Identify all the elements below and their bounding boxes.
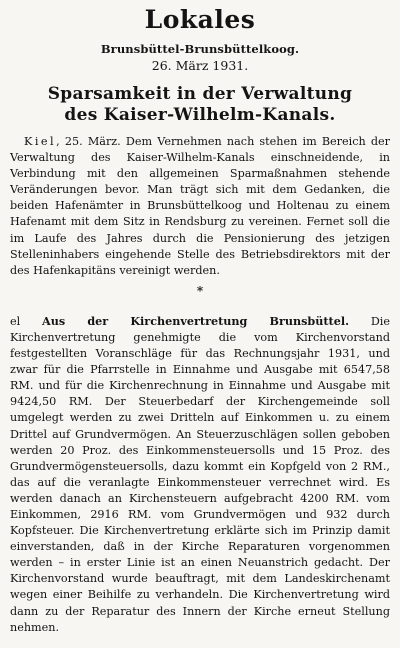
article-dateline-date: , 25. März. <box>56 135 121 148</box>
second-article-initial: el <box>10 314 21 328</box>
headline-line-2: des Kaiser-Wilhelm-Kanals. <box>64 105 336 125</box>
article-dateline-city: Kiel <box>24 135 57 148</box>
section-title: Lokales <box>144 5 256 34</box>
article-separator: * <box>196 283 204 298</box>
dateline-date: 26. März 1931. <box>151 58 249 73</box>
article-headline <box>10 84 390 126</box>
article-body-text: Dem Vernehmen nach stehen im Bereich der Verwaltung des Kaiser-Wilhelm-Kanals einschneidende, in Verbindung mit den allgemeinen Sparmaßnahmen stehende Veränderungen bevor. Man trägt sich mit dem Gedanken, die beiden Hafenämter in Brunsbüttelkoog und Holtenau zu einem Hafenamt mit dem Sitz in Rendsburg zu vereinen. Fernet soll die im Laufe des Jahres durch die Pensionierung des jetzigen Stelleninhabers eingehende Stelle des Betriebsdirektors mit der des Hafenkapitäns vereinigt werden. <box>10 135 390 277</box>
second-article-text: Die Kirchenvertretung genehmigte die vom Kirchenvorstand festgestellten Voranschläge für das Rechnungsjahr 1931, und zwar für die Pfarrstelle in Einnahme und Ausgabe mit 6547,58 RM. und für die Kirchenrechnung in Einnahme und Ausgabe mit 9424,50 RM. Der Steuerbedarf der Kirchengemeinde soll umgelegt werden zu zwei Dritteln auf Einkommen u. zu einem Drittel auf Grundvermögen. An Steuerzuschlägen sollen geboben werden 20 Proz. des Einkommensteuersolls und 15 Proz. des Grundvermögensteuersolls, dazu kommt ein Kopfgeld von 2 RM., das auf die veranlagte Einkommensteuer verrechnet wird. Es werden danach an Kirchensteuern aufgebracht 4200 RM. vom Einkommen, 2916 RM. vom Grundvermögen und 932 durch Kopfsteuer. Die Kirchenvertretung erklärte sich im Prinzip damit einverstanden, daß in der Kirche Reparaturen vorgenommen werden – in erster Linie ist an einen Neuanstrich gedacht. Der Kirchenvorstand wurde beauftragt, mit dem Landeskirchenamt wegen einer Beihilfe zu verhandeln. Die Kirchenvertretung wird dann zu der Reparatur des Innern der Kirche erneut Stellung nehmen. <box>10 314 390 634</box>
dateline-place: Brunsbüttel-Brunsbüttelkoog. <box>100 42 300 56</box>
second-article-body <box>10 313 390 636</box>
article-body <box>10 134 390 279</box>
second-article-title: Aus der Kirchenvertretung Brunsbüttel. <box>42 313 349 328</box>
headline-line-1: Sparsamkeit in der Verwaltung <box>47 84 353 104</box>
